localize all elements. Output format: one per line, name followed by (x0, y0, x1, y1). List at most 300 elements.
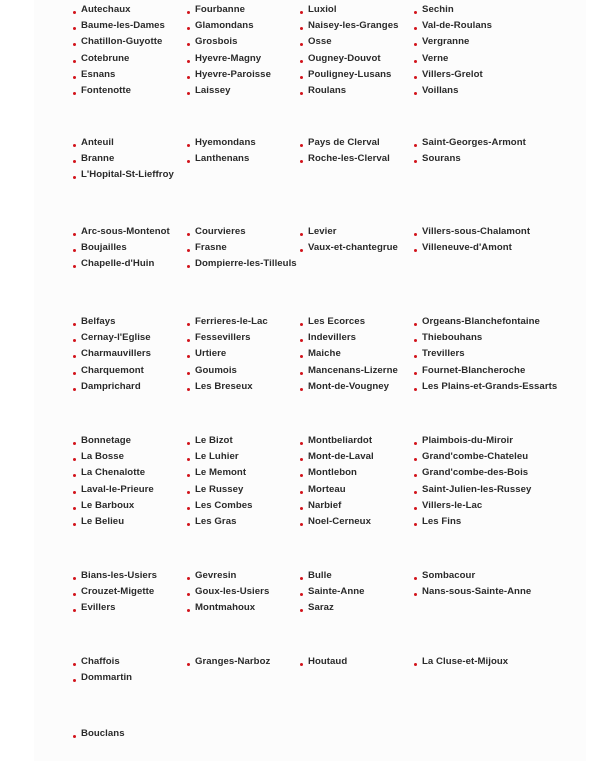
bullet-icon (187, 27, 190, 30)
commune-name: Villeneuve-d'Amont (422, 242, 512, 254)
list-item (72, 514, 192, 530)
bullet-icon (300, 43, 303, 46)
bullet-icon (73, 663, 76, 666)
bullet-icon (300, 372, 303, 375)
commune-name: Bulle (308, 570, 332, 581)
list-item (72, 600, 192, 616)
commune-column (413, 135, 593, 167)
bullet-icon (187, 372, 190, 375)
list-item (413, 151, 593, 167)
commune-name: Montmahoux (195, 602, 256, 614)
bullet-icon (300, 663, 303, 666)
list-item (72, 330, 192, 346)
bullet-icon (73, 593, 76, 596)
list-item (186, 654, 306, 670)
bullet-icon (187, 474, 190, 477)
commune-name: Hyemondans (195, 137, 256, 148)
commune-column (72, 654, 192, 686)
list-item (413, 224, 593, 240)
bullet-icon (73, 323, 76, 326)
list-item (413, 51, 593, 67)
bullet-icon (414, 43, 417, 46)
bullet-icon (73, 265, 76, 268)
bullet-icon (414, 577, 417, 580)
list-item (72, 584, 192, 600)
commune-name: Sombacour (422, 570, 476, 581)
commune-name: Saint-Georges-Armont (422, 137, 526, 148)
list-item (186, 584, 306, 600)
bullet-icon (414, 388, 417, 391)
bullet-icon (414, 523, 417, 526)
list-item (72, 498, 192, 514)
bullet-icon (187, 43, 190, 46)
list-item (72, 449, 192, 465)
commune-name: Laissey (195, 84, 231, 96)
list-item (186, 433, 306, 449)
list-item (186, 600, 306, 616)
list-item (413, 240, 593, 256)
bullet-icon (187, 92, 190, 95)
commune-name: Noel-Cerneux (308, 515, 371, 527)
commune-name: Dommartin (81, 672, 133, 684)
bullet-icon (300, 458, 303, 461)
bullet-icon (187, 663, 190, 666)
commune-name: Chatillon-Guyotte (81, 36, 163, 48)
bullet-icon (73, 76, 76, 79)
bullet-icon (300, 442, 303, 445)
list-item (72, 726, 192, 742)
bullet-icon (73, 458, 76, 461)
commune-name: La Bosse (81, 451, 125, 463)
bullet-icon (187, 442, 190, 445)
bullet-icon (73, 339, 76, 342)
list-item (72, 568, 192, 584)
commune-name: Evillers (81, 602, 116, 614)
bullet-icon (300, 523, 303, 526)
commune-name: Chaffois (81, 656, 120, 667)
commune-column (72, 2, 192, 99)
list-item (186, 67, 306, 83)
commune-name: Autechaux (81, 4, 131, 15)
commune-name: Houtaud (308, 656, 348, 667)
commune-name: Montlebon (308, 467, 357, 479)
bullet-icon (414, 474, 417, 477)
list-item (299, 379, 419, 395)
bullet-icon (73, 609, 76, 612)
commune-name: Fourbanne (195, 4, 246, 15)
list-item (299, 433, 419, 449)
bullet-icon (73, 523, 76, 526)
commune-column (186, 314, 306, 395)
bullet-icon (73, 233, 76, 236)
bullet-icon (187, 233, 190, 236)
commune-column (299, 654, 419, 670)
commune-column (72, 726, 192, 742)
list-item (72, 379, 192, 395)
bullet-icon (187, 523, 190, 526)
list-item (299, 224, 419, 240)
list-item (413, 2, 593, 18)
commune-name: Anteuil (81, 137, 114, 148)
list-item (299, 2, 419, 18)
commune-name: Vaux-et-chantegrue (308, 242, 398, 254)
commune-name: Courvieres (195, 226, 246, 237)
list-item (413, 18, 593, 34)
commune-name: Les Gras (195, 515, 237, 527)
commune-name: Montbeliardot (308, 435, 373, 446)
bullet-icon (300, 249, 303, 252)
commune-name: Bonnetage (81, 435, 132, 446)
commune-name: Goumois (195, 364, 237, 376)
commune-name: Arc-sous-Montenot (81, 226, 170, 237)
commune-name: Nans-sous-Sainte-Anne (422, 586, 532, 598)
commune-name: Belfays (81, 316, 116, 327)
bullet-icon (187, 388, 190, 391)
list-item (413, 568, 593, 584)
bullet-icon (300, 507, 303, 510)
bullet-icon (187, 160, 190, 163)
commune-column (72, 135, 192, 184)
list-item (299, 67, 419, 83)
list-item (299, 568, 419, 584)
list-item (299, 135, 419, 151)
commune-name: Baume-les-Dames (81, 20, 165, 32)
commune-name: Fournet-Blancheroche (422, 364, 526, 376)
list-item (72, 51, 192, 67)
list-item (186, 135, 306, 151)
bullet-icon (300, 144, 303, 147)
commune-column (413, 568, 593, 600)
bullet-icon (300, 76, 303, 79)
commune-name: Trevillers (422, 348, 465, 360)
list-item (299, 314, 419, 330)
list-item (299, 151, 419, 167)
bullet-icon (187, 76, 190, 79)
bullet-icon (414, 372, 417, 375)
commune-column (299, 314, 419, 395)
bullet-icon (187, 593, 190, 596)
list-item (72, 465, 192, 481)
list-item (72, 167, 192, 183)
list-item (186, 314, 306, 330)
list-item (186, 83, 306, 99)
list-item (186, 51, 306, 67)
commune-name: Le Russey (195, 483, 244, 495)
bullet-icon (300, 27, 303, 30)
commune-name: Narbief (308, 499, 342, 511)
list-item (413, 346, 593, 362)
bullet-icon (300, 11, 303, 14)
list-item (186, 346, 306, 362)
list-item (186, 498, 306, 514)
commune-name: Roche-les-Clerval (308, 153, 390, 165)
bullet-icon (73, 11, 76, 14)
bullet-icon (300, 577, 303, 580)
commune-name: L'Hopital-St-Lieffroy (81, 169, 174, 181)
commune-name: Villers-sous-Chalamont (422, 226, 531, 237)
list-item (186, 151, 306, 167)
commune-name: Les Fins (422, 515, 462, 527)
bullet-icon (187, 609, 190, 612)
commune-name: Luxiol (308, 4, 337, 15)
bullet-icon (414, 323, 417, 326)
list-item (186, 514, 306, 530)
commune-column (413, 224, 593, 256)
list-item (72, 433, 192, 449)
bullet-icon (73, 442, 76, 445)
commune-name: Le Luhier (195, 451, 239, 463)
commune-name: La Chenalotte (81, 467, 146, 479)
list-item (413, 135, 593, 151)
bullet-icon (414, 491, 417, 494)
bullet-icon (300, 160, 303, 163)
bullet-icon (414, 92, 417, 95)
commune-column (186, 135, 306, 167)
commune-name: Cotebrune (81, 52, 130, 64)
list-item (186, 18, 306, 34)
list-item (186, 2, 306, 18)
bullet-icon (73, 176, 76, 179)
list-item (72, 314, 192, 330)
commune-name: Goux-les-Usiers (195, 586, 270, 598)
commune-name: Charquemont (81, 364, 144, 376)
commune-column (186, 433, 306, 530)
commune-name: Grand'combe-Chateleu (422, 451, 529, 463)
bullet-icon (73, 474, 76, 477)
commune-name: Vergranne (422, 36, 470, 48)
list-item (186, 363, 306, 379)
bullet-icon (414, 663, 417, 666)
commune-name: Les Breseux (195, 380, 253, 392)
list-item (413, 379, 593, 395)
commune-name: Chapelle-d'Huin (81, 258, 155, 270)
list-item (72, 34, 192, 50)
list-item (299, 600, 419, 616)
bullet-icon (187, 265, 190, 268)
bullet-icon (73, 43, 76, 46)
commune-column (299, 433, 419, 530)
list-item (299, 330, 419, 346)
bullet-icon (414, 76, 417, 79)
commune-name: Bians-les-Usiers (81, 570, 157, 581)
commune-name: Grand'combe-des-Bois (422, 467, 529, 479)
commune-name: Roulans (308, 84, 347, 96)
commune-name: Frasne (195, 242, 227, 254)
list-item (413, 433, 593, 449)
list-item (299, 51, 419, 67)
list-item (186, 465, 306, 481)
list-item (72, 654, 192, 670)
list-item (72, 2, 192, 18)
commune-name: Plaimbois-du-Miroir (422, 435, 514, 446)
bullet-icon (187, 249, 190, 252)
commune-name: Fontenotte (81, 84, 132, 96)
commune-name: Laval-le-Prieure (81, 483, 154, 495)
bullet-icon (187, 491, 190, 494)
commune-column (72, 433, 192, 530)
commune-name: Hyevre-Magny (195, 52, 262, 64)
bullet-icon (300, 593, 303, 596)
commune-name: Grosbois (195, 36, 238, 48)
commune-name: Verne (422, 52, 449, 64)
list-item (413, 498, 593, 514)
commune-name: Fessevillers (195, 332, 251, 344)
list-item (413, 314, 593, 330)
commune-column (72, 314, 192, 395)
bullet-icon (414, 339, 417, 342)
commune-name: Osse (308, 36, 332, 48)
bullet-icon (414, 507, 417, 510)
list-item (413, 83, 593, 99)
bullet-icon (414, 233, 417, 236)
bullet-icon (300, 233, 303, 236)
list-item (72, 670, 192, 686)
commune-column (186, 568, 306, 617)
list-item (413, 514, 593, 530)
bullet-icon (73, 491, 76, 494)
commune-name: Damprichard (81, 380, 141, 392)
bullet-icon (187, 339, 190, 342)
bullet-icon (73, 388, 76, 391)
commune-name: Les Plains-et-Grands-Essarts (422, 380, 558, 392)
list-item (299, 498, 419, 514)
commune-column (413, 2, 593, 99)
commune-name: Voillans (422, 84, 459, 96)
commune-column (299, 2, 419, 99)
bullet-icon (187, 507, 190, 510)
commune-name: Morteau (308, 483, 346, 495)
commune-column (413, 433, 593, 530)
bullet-icon (187, 11, 190, 14)
bullet-icon (73, 372, 76, 375)
bullet-icon (414, 458, 417, 461)
commune-name: Villers-Grelot (422, 68, 483, 80)
bullet-icon (300, 474, 303, 477)
list-item (413, 363, 593, 379)
commune-column (413, 654, 593, 670)
bullet-icon (300, 355, 303, 358)
commune-name: Villers-le-Lac (422, 499, 483, 511)
commune-name: Le Belieu (81, 515, 125, 527)
list-item (72, 83, 192, 99)
list-item (186, 482, 306, 498)
bullet-icon (300, 339, 303, 342)
list-item (186, 224, 306, 240)
list-item (186, 240, 306, 256)
commune-name: La Cluse-et-Mijoux (422, 656, 509, 667)
list-item (413, 482, 593, 498)
commune-name: Saint-Julien-les-Russey (422, 483, 532, 495)
list-item (299, 514, 419, 530)
bullet-icon (300, 491, 303, 494)
bullet-icon (73, 144, 76, 147)
bullet-icon (187, 144, 190, 147)
list-item (72, 363, 192, 379)
commune-column (186, 2, 306, 99)
commune-name: Levier (308, 226, 337, 237)
list-item (413, 449, 593, 465)
commune-name: Granges-Narboz (195, 656, 271, 667)
commune-name: Orgeans-Blanchefontaine (422, 316, 540, 327)
commune-name: Cernay-l'Eglise (81, 332, 151, 344)
list-item (186, 34, 306, 50)
list-item (186, 379, 306, 395)
bullet-icon (73, 249, 76, 252)
commune-name: Naisey-les-Granges (308, 20, 399, 32)
list-item (72, 256, 192, 272)
bullet-icon (73, 507, 76, 510)
list-item (413, 584, 593, 600)
commune-column (299, 224, 419, 256)
list-item (413, 654, 593, 670)
commune-name: Ferrieres-le-Lac (195, 316, 268, 327)
commune-name: Boujailles (81, 242, 127, 254)
bullet-icon (187, 323, 190, 326)
list-item (299, 34, 419, 50)
list-item (299, 654, 419, 670)
commune-column (299, 568, 419, 617)
bullet-icon (300, 92, 303, 95)
commune-name: Saraz (308, 602, 334, 614)
bullet-icon (414, 11, 417, 14)
list-item (413, 330, 593, 346)
commune-name: Mont-de-Vougney (308, 380, 390, 392)
list-item (299, 584, 419, 600)
bullet-icon (300, 609, 303, 612)
list-item (72, 482, 192, 498)
list-item (299, 240, 419, 256)
bullet-icon (414, 249, 417, 252)
list-item (299, 363, 419, 379)
commune-name: Maiche (308, 348, 341, 360)
list-item (413, 67, 593, 83)
list-item (299, 18, 419, 34)
commune-column (186, 224, 306, 273)
commune-name: Indevillers (308, 332, 357, 344)
list-item (299, 465, 419, 481)
commune-name: Le Bizot (195, 435, 233, 446)
list-item (72, 135, 192, 151)
bullet-icon (300, 388, 303, 391)
bullet-icon (414, 355, 417, 358)
list-item (186, 568, 306, 584)
commune-name: Urtiere (195, 348, 227, 360)
commune-name: Mancenans-Lizerne (308, 364, 398, 376)
commune-name: Val-de-Roulans (422, 20, 493, 32)
bullet-icon (187, 458, 190, 461)
commune-name: Les Combes (195, 499, 253, 511)
bullet-icon (414, 442, 417, 445)
commune-name: Ougney-Douvot (308, 52, 381, 64)
bullet-icon (187, 355, 190, 358)
bullet-icon (73, 160, 76, 163)
commune-name: Sourans (422, 153, 461, 165)
commune-column (72, 224, 192, 273)
list-item (72, 151, 192, 167)
bullet-icon (187, 577, 190, 580)
list-item (413, 34, 593, 50)
list-item (299, 346, 419, 362)
commune-name: Glamondans (195, 20, 254, 32)
bullet-icon (73, 92, 76, 95)
list-item (72, 18, 192, 34)
list-item (72, 224, 192, 240)
bullet-icon (73, 27, 76, 30)
commune-name: Esnans (81, 68, 116, 80)
commune-name: Crouzet-Migette (81, 586, 155, 598)
bullet-icon (73, 679, 76, 682)
bullet-icon (414, 60, 417, 63)
